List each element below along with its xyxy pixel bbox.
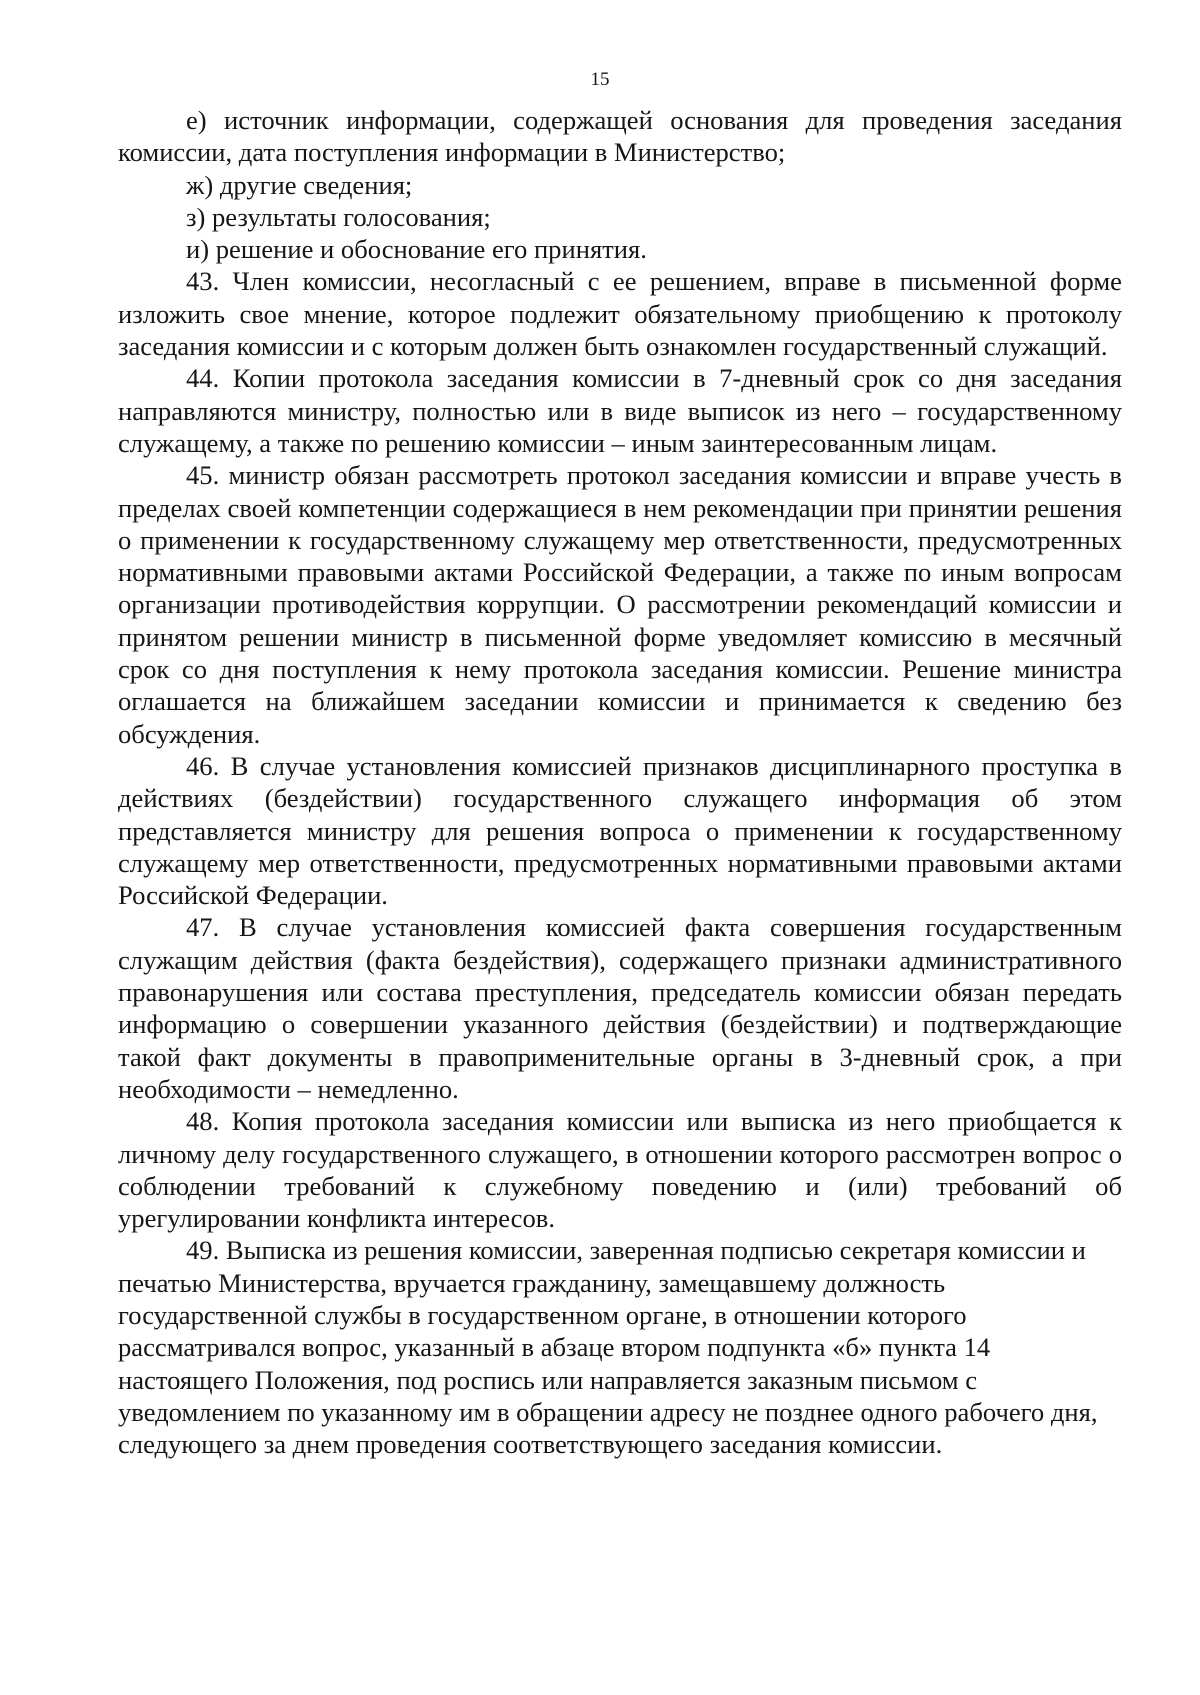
paragraph-item-zh: ж) другие сведения; — [186, 169, 413, 200]
paragraph-item-z: з) результаты голосования; — [186, 201, 491, 232]
paragraph-45: 45. министр обязан рассмотреть протокол заседания комиссии и вправе учесть в пределах своей компетенции содержащиеся в нем рекомендации при принятии решения о применении к государственному служащему мер ответственности, предусмотренных нормативными правовыми актами Российской Федерации, а также по иным вопросам организации противодействия коррупции. О рассмотрении рекомендаций комиссии и принятом решении министр в письменной форме уведомляет комиссию в месячный срок со дня поступления к нему протокола заседания комиссии. Решение министра оглашается на ближайшем заседании комиссии и принимается к сведению без обсуждения. — [118, 460, 1122, 749]
page-number: 15 — [590, 69, 610, 90]
paragraph-item-i: и) решение и обоснование его принятия. — [186, 234, 647, 265]
paragraph-46: 46. В случае установления комиссией признаков дисциплинарного проступка в действиях (бездействии) государственного служащего информация об этом представляется министру для решения вопроса о применении к государственному служащему мер ответственности, предусмотренных нормативными правовыми актами Российской Федерации. — [118, 750, 1122, 911]
document-body — [118, 104, 1122, 1460]
paragraph-48: 48. Копия протокола заседания комиссии или выписка из него приобщается к личному делу государственного служащего, в отношении которого рассмотрен вопрос о соблюдении требований к служебному поведению и (или) требований об урегулировании конфликта интересов. — [118, 1106, 1122, 1234]
paragraph-43: 43. Член комиссии, несогласный с ее решением, вправе в письменной форме изложить свое мнение, которое подлежит обязательному приобщению к протоколу заседания комиссии и с которым должен быть ознакомлен государственный служащий. — [118, 266, 1122, 362]
paragraph-47: 47. В случае установления комиссией факта совершения государственным служащим действия (факта бездействия), содержащего признаки административного правонарушения или состава преступления, председатель комиссии обязан передать информацию о совершении указанного действия (бездействии) и подтверждающие такой факт документы в правоприменительные органы в 3-дневный срок, а при необходимости – немедленно. — [118, 912, 1122, 1104]
paragraph-item-e: е) источник информации, содержащей основания для проведения заседания комиссии, дата поступления информации в Министерство; — [118, 105, 1122, 168]
paragraph-49: 49. Выписка из решения комиссии, заверенная подписью секретаря комиссии и печатью Министерства, вручается гражданину, замещавшему должность государственной службы в государственном органе, в отношении которого рассматривался вопрос, указанный в абзаце втором подпункта «б» пункта 14 настоящего Положения, под роспись или направляется заказным письмом с уведомлением по указанному им в обращении адресу не позднее одного рабочего дня, следующего за днем проведения соответствующего заседания комиссии. — [118, 1235, 1098, 1460]
paragraph-44: 44. Копии протокола заседания комиссии в 7-дневный срок со дня заседания направляются министру, полностью или в виде выписок из него – государственному служащему, а также по решению комиссии – иным заинтересованным лицам. — [118, 363, 1122, 458]
